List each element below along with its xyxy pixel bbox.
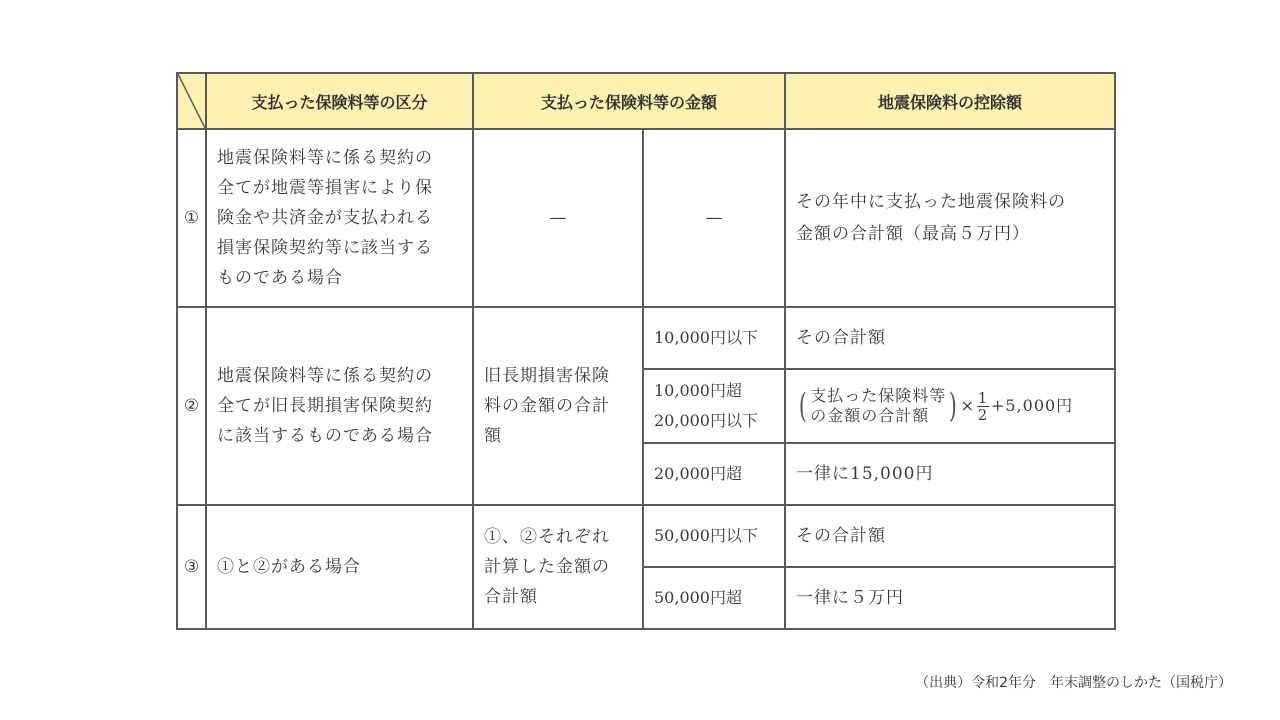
amount-cell: — xyxy=(473,129,643,307)
amount-cell xyxy=(473,505,643,629)
range-line: 10,000円超 xyxy=(654,381,742,400)
deduction-cell: その合計額 xyxy=(785,505,1115,567)
amount-cell xyxy=(473,307,643,505)
category-line: 全てが旧長期損害保険契約 xyxy=(217,396,433,416)
deduction-line: 金額の合計額（最高５万円） xyxy=(796,224,1031,244)
category-line: 険金や共済金が支払われる xyxy=(217,208,433,228)
formula-inner-line: の金額の合計額 xyxy=(810,406,930,425)
category-line: に該当するものである場合 xyxy=(217,426,433,446)
table-row xyxy=(177,129,1115,307)
amount-line: 料の金額の合計 xyxy=(484,396,610,416)
earthquake-insurance-deduction-table xyxy=(176,72,1116,630)
amount-line: 額 xyxy=(484,426,502,446)
formula-inner-line: 支払った保険料等 xyxy=(810,386,947,405)
fraction-numerator: 1 xyxy=(977,388,989,407)
range-cell: — xyxy=(643,129,785,307)
amount-line: ①、②それぞれ xyxy=(484,527,610,547)
deduction-cell: 一律に５万円 xyxy=(785,567,1115,629)
range-line: 20,000円以下 xyxy=(654,411,758,430)
row-number: ③ xyxy=(177,505,206,629)
table-header-row xyxy=(177,73,1115,129)
source-citation: （出典）令和2年分 年末調整のしかた（国税庁） xyxy=(915,675,1232,691)
formula-times: × xyxy=(960,396,975,415)
table-row xyxy=(177,505,1115,567)
category-line: ものである場合 xyxy=(217,268,343,288)
category-line: 損害保険契約等に該当する xyxy=(217,238,433,258)
amount-line: 合計額 xyxy=(484,587,538,607)
header-deduction: 地震保険料の控除額 xyxy=(785,73,1115,129)
amount-line: 計算した金額の xyxy=(484,557,610,577)
category-line: 全てが地震等損害により保 xyxy=(217,178,433,198)
header-amount: 支払った保険料等の金額 xyxy=(473,73,785,129)
deduction-formula-cell xyxy=(785,369,1115,443)
deduction-cell: 一律に15,000円 xyxy=(785,443,1115,505)
formula-plus: +5,000円 xyxy=(990,396,1074,415)
formula-inner xyxy=(810,386,946,426)
deduction-cell xyxy=(785,129,1115,307)
table-row xyxy=(177,307,1115,369)
category-line: 地震保険料等に係る契約の xyxy=(217,148,433,168)
formula-fraction xyxy=(977,390,989,423)
header-category: 支払った保険料等の区分 xyxy=(206,73,473,129)
range-cell: 50,000円超 xyxy=(643,567,785,629)
category-line: 地震保険料等に係る契約の xyxy=(217,366,433,386)
range-cell: 10,000円以下 xyxy=(643,307,785,369)
deduction-line: その年中に支払った地震保険料の xyxy=(796,192,1067,212)
range-cell: 20,000円超 xyxy=(643,443,785,505)
deduction-formula xyxy=(796,386,1104,426)
range-cell: 50,000円以下 xyxy=(643,505,785,567)
header-corner-cell xyxy=(177,73,206,129)
deduction-cell: その合計額 xyxy=(785,307,1115,369)
category-cell xyxy=(206,307,473,505)
formula-open-paren: ( xyxy=(798,386,808,426)
amount-line: 旧長期損害保険 xyxy=(484,366,610,386)
range-cell xyxy=(643,369,785,443)
diagonal-line-icon xyxy=(178,74,205,128)
category-cell xyxy=(206,129,473,307)
category-cell: ①と②がある場合 xyxy=(206,505,473,629)
row-number: ② xyxy=(177,307,206,505)
row-number: ① xyxy=(177,129,206,307)
formula-close-paren: ) xyxy=(949,386,958,426)
fraction-denominator: 2 xyxy=(977,405,989,424)
